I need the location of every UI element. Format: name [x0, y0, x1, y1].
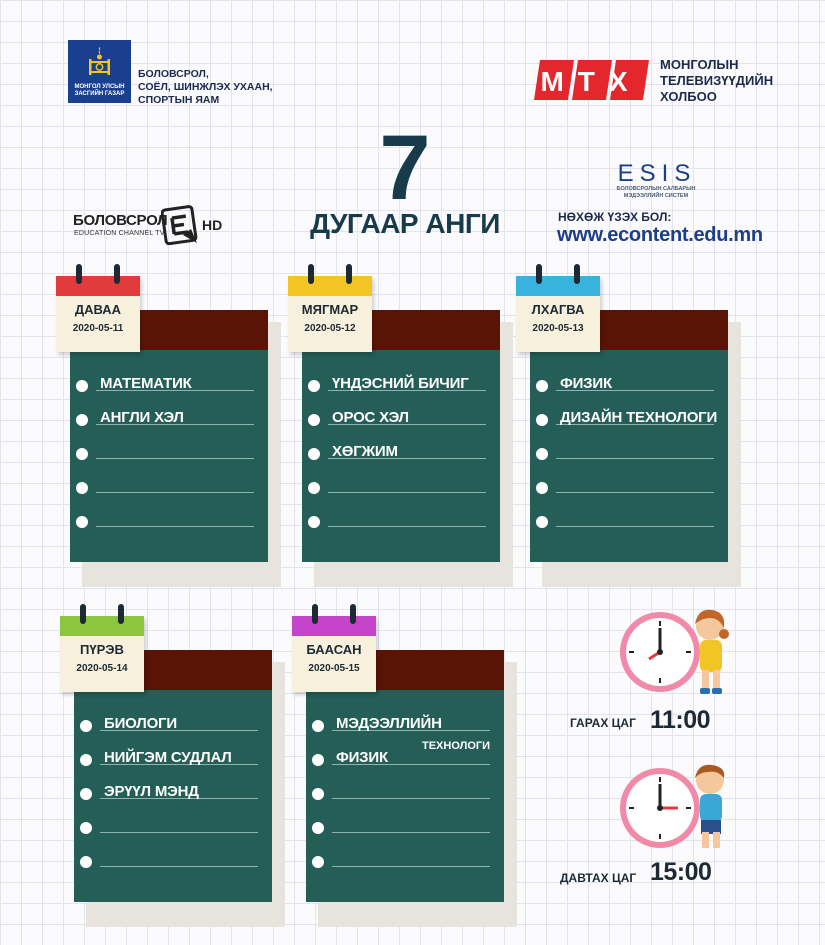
ministry-name — [138, 68, 308, 107]
calendar-ring-icon — [114, 264, 120, 284]
ruled-line — [556, 526, 714, 527]
ministry-name-line-2: СОЁЛ, ШИНЖЛЭХ УХААН, — [138, 81, 273, 93]
econtent-link[interactable]: www.econtent.edu.mn — [557, 224, 763, 246]
ruled-line — [96, 492, 254, 493]
subject-item-continued: ТЕХНОЛОГИ — [422, 740, 491, 752]
day-name: БААСАН — [306, 642, 362, 657]
calendar-ring-icon — [312, 604, 318, 624]
channel-name: БОЛОВСРОЛ — [73, 212, 168, 229]
binder-hole — [312, 720, 324, 732]
binder-hole — [312, 788, 324, 800]
day-name: ДАВАА — [74, 302, 122, 317]
channel-subtitle: EDUCATION CHANNEL TV — [74, 230, 165, 237]
visit-label: НӨХӨЖ ҮЗЭХ БОЛ: — [558, 210, 672, 224]
day-name: ЛХАГВА — [531, 302, 585, 317]
calendar-tag — [288, 262, 372, 352]
ruled-line — [332, 832, 490, 833]
air-time-label: ГАРАХ ЦАГ — [570, 716, 636, 730]
day-card — [70, 262, 290, 562]
subject-item: ҮНДЭСНИЙ БИЧИГ — [332, 375, 469, 392]
calendar-ring-icon — [350, 604, 356, 624]
binder-hole — [80, 822, 92, 834]
subject-item: МАТЕМАТИК — [100, 375, 192, 392]
binder-hole — [308, 448, 320, 460]
calendar-tag — [516, 262, 600, 352]
ruled-line — [328, 492, 486, 493]
subject-item: МЭДЭЭЛЛИЙН — [336, 715, 442, 732]
government-logo — [68, 40, 131, 103]
grade-label: ДУГААР АНГИ — [310, 208, 500, 239]
binder-hole — [76, 380, 88, 392]
binder-hole — [76, 516, 88, 528]
ministry-name-line-3: СПОРТЫН ЯАМ — [138, 94, 220, 106]
channel-e-logo-icon — [161, 205, 199, 245]
ruled-line — [96, 458, 254, 459]
binder-hole — [536, 414, 548, 426]
calendar-header — [288, 276, 372, 296]
binder-hole — [312, 856, 324, 868]
repeat-time-label: ДАВТАХ ЦАГ — [560, 871, 637, 885]
binder-hole — [308, 482, 320, 494]
air-time-value: 11:00 — [650, 706, 711, 734]
binder-hole — [80, 720, 92, 732]
binder-hole — [80, 856, 92, 868]
calendar-ring-icon — [80, 604, 86, 624]
binder-hole — [76, 414, 88, 426]
mtx-name — [660, 57, 800, 105]
mtx-logo — [532, 58, 650, 102]
government-logo-caption-1: МОНГОЛ УЛСЫН — [74, 84, 125, 90]
ruled-line — [100, 866, 258, 867]
subject-item: ФИЗИК — [560, 375, 612, 392]
binder-hole — [308, 516, 320, 528]
binder-hole — [308, 380, 320, 392]
channel-hd-label: HD — [202, 217, 223, 233]
binder-hole — [80, 754, 92, 766]
esis-logo — [612, 160, 702, 184]
ruled-line — [328, 526, 486, 527]
calendar-header — [60, 616, 144, 636]
esis-caption-line-2: МЭДЭЭЛЛИЙН СИСТЕМ — [623, 193, 689, 199]
subject-item: ЭРҮҮЛ МЭНД — [104, 783, 199, 800]
binder-hole — [80, 788, 92, 800]
binder-hole — [308, 414, 320, 426]
day-card — [306, 602, 526, 902]
calendar-ring-icon — [308, 264, 314, 284]
calendar-ring-icon — [536, 264, 542, 284]
subject-item: НИЙГЭМ СУДЛАЛ — [104, 749, 232, 766]
calendar-header — [56, 276, 140, 296]
esis-caption — [606, 186, 706, 200]
clock-girl-illustration — [618, 604, 730, 700]
ruled-line — [556, 492, 714, 493]
binder-hole — [536, 482, 548, 494]
binder-hole — [76, 482, 88, 494]
day-date: 2020-05-14 — [76, 663, 128, 674]
subject-item: ДИЗАЙН ТЕХНОЛОГИ — [560, 409, 718, 426]
mtx-name-line-2: ТЕЛЕВИЗҮҮДИЙН — [660, 73, 774, 88]
binder-hole — [312, 822, 324, 834]
government-logo-caption-2: ЗАСГИЙН ГАЗАР — [74, 91, 125, 97]
calendar-header — [516, 276, 600, 296]
ruled-line — [96, 526, 254, 527]
subject-item: БИОЛОГИ — [104, 715, 177, 732]
calendar-ring-icon — [76, 264, 82, 284]
subject-item: ХӨГЖИМ — [332, 443, 398, 460]
esis-caption-line-1: БОЛОВСРОЛЫН САЛБАРЫН — [616, 186, 696, 192]
binder-hole — [536, 516, 548, 528]
day-name: МЯГМАР — [301, 302, 359, 317]
mtx-name-line-1: МОНГОЛЫН — [660, 57, 739, 72]
mtx-logo-text: МТХ — [540, 66, 642, 97]
day-date: 2020-05-13 — [532, 323, 584, 334]
day-card — [74, 602, 294, 902]
ruled-line — [100, 832, 258, 833]
subject-item: ОРОС ХЭЛ — [332, 409, 409, 426]
calendar-ring-icon — [346, 264, 352, 284]
repeat-time-value: 15:00 — [650, 858, 712, 886]
mtx-name-line-3: ХОЛБОО — [660, 89, 717, 104]
binder-hole — [536, 380, 548, 392]
day-card — [530, 262, 750, 562]
calendar-tag — [292, 602, 376, 692]
ministry-name-line-1: БОЛОВСРОЛ, — [138, 68, 209, 80]
day-date: 2020-05-12 — [304, 323, 356, 334]
day-date: 2020-05-15 — [308, 663, 360, 674]
subject-item: ФИЗИК — [336, 749, 388, 766]
ruled-line — [556, 458, 714, 459]
day-date: 2020-05-11 — [72, 323, 124, 334]
day-card — [302, 262, 522, 562]
binder-hole — [76, 448, 88, 460]
calendar-ring-icon — [574, 264, 580, 284]
calendar-tag — [60, 602, 144, 692]
binder-hole — [312, 754, 324, 766]
subject-item: АНГЛИ ХЭЛ — [100, 409, 184, 426]
soyombo-emblem-icon — [87, 46, 112, 76]
binder-hole — [536, 448, 548, 460]
ruled-line — [332, 866, 490, 867]
grade-number: 7 — [379, 117, 431, 219]
calendar-header — [292, 616, 376, 636]
ruled-line — [332, 798, 490, 799]
day-name: ПҮРЭВ — [80, 642, 124, 657]
calendar-tag — [56, 262, 140, 352]
esis-logo-text: ESIS — [617, 160, 697, 184]
calendar-ring-icon — [118, 604, 124, 624]
clock-boy-illustration — [618, 760, 730, 856]
